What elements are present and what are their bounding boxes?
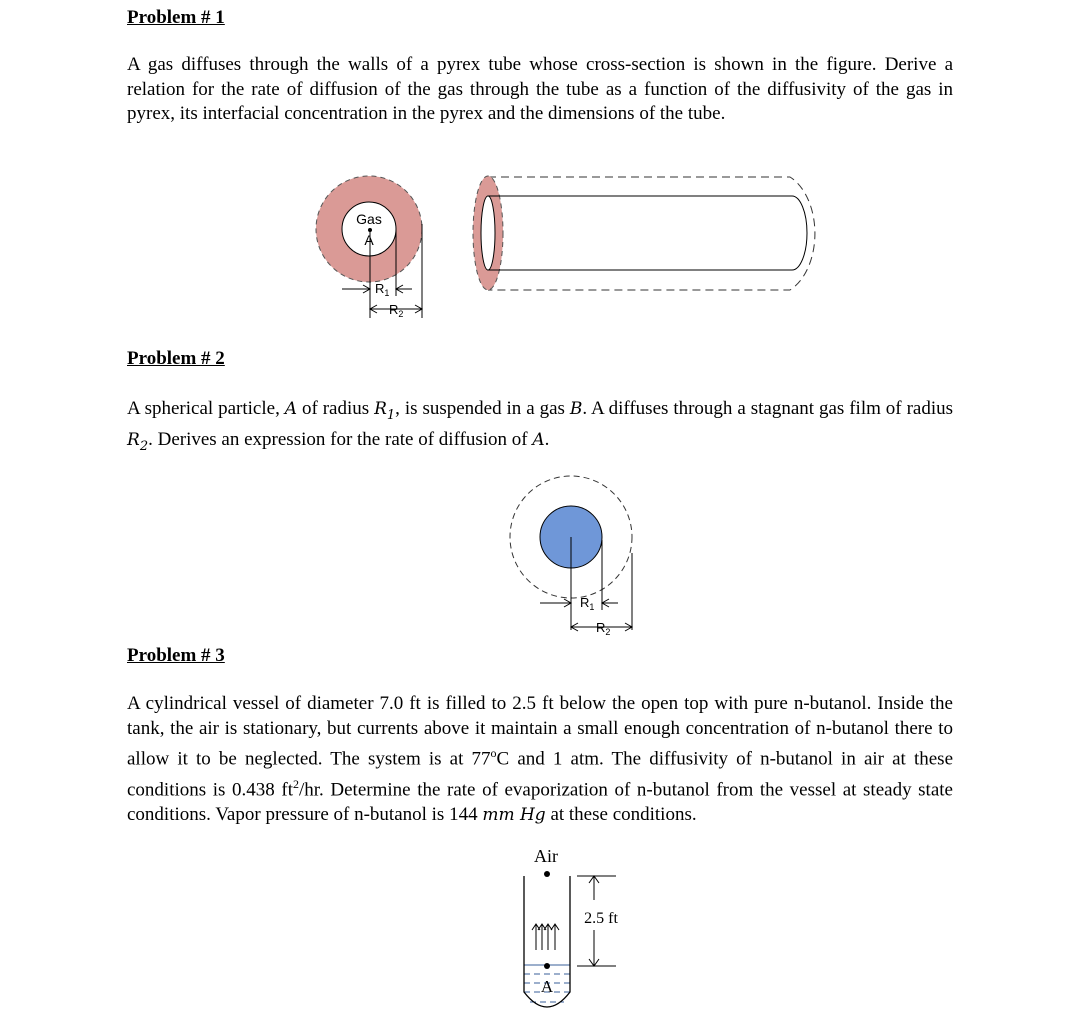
problem-2-figure — [500, 465, 660, 640]
top-point — [544, 871, 550, 877]
problem-1-text: A gas diffuses through the walls of a pyrex tube whose cross-section is shown in the figure. Derive a relation for the rate of diffusion of the gas through the tube as a function of the diffusivity of the gas in pyrex, its interfacial concentration in the pyrex and the dimensions of the tube. — [127, 54, 953, 124]
gas-label: Gas — [356, 211, 382, 227]
problem-1-heading: Problem # 1 — [127, 7, 225, 28]
r1-label: $R_1$ — [375, 281, 390, 298]
tube-inner-outline — [488, 196, 807, 270]
point-a-label: A — [364, 232, 374, 248]
tube-end-bore — [481, 196, 495, 270]
diffusion-arrows — [532, 924, 559, 950]
problem-1-figure — [300, 168, 840, 328]
tube-outer-outline — [488, 177, 815, 290]
liquid-label: A — [540, 977, 554, 996]
surface-point — [544, 963, 550, 969]
air-label: Air — [534, 846, 558, 866]
r2-label: $R_2$ — [596, 620, 611, 637]
problem-2-heading: Problem # 2 — [127, 348, 225, 369]
problem-3-text: A cylindrical vessel of diameter 7.0 ft is filled to 2.5 ft below the open top with pure n-butanol. Inside the tank, the air is stationary, but currents above it maintain a small enough concentration of n-butanol there to allow it to be neglected. The system is at 77$^o$C and 1 atm. The diffusivity of n-butanol in air at these conditions is 0.438 $ft^2/hr$. Determine the rate of evaporization of n-butanol from the vessel at steady state conditions. Vapor pressure of n-butanol is 144 mm Hg at these conditions. — [127, 693, 954, 825]
problem-3-figure — [510, 842, 650, 1020]
problem-2-text: A spherical particle, A of radius $R_1$, is suspended in a gas B. A diffuses through a stagnant gas film of radius $R_2$. Derives an expression for the rate of diffusion of A. — [127, 398, 953, 455]
r1-label: $R_1$ — [580, 595, 595, 612]
height-label: 2.5 ft — [584, 910, 618, 927]
problem-3-heading: Problem # 3 — [127, 645, 225, 666]
r2-label: $R_2$ — [389, 302, 404, 319]
